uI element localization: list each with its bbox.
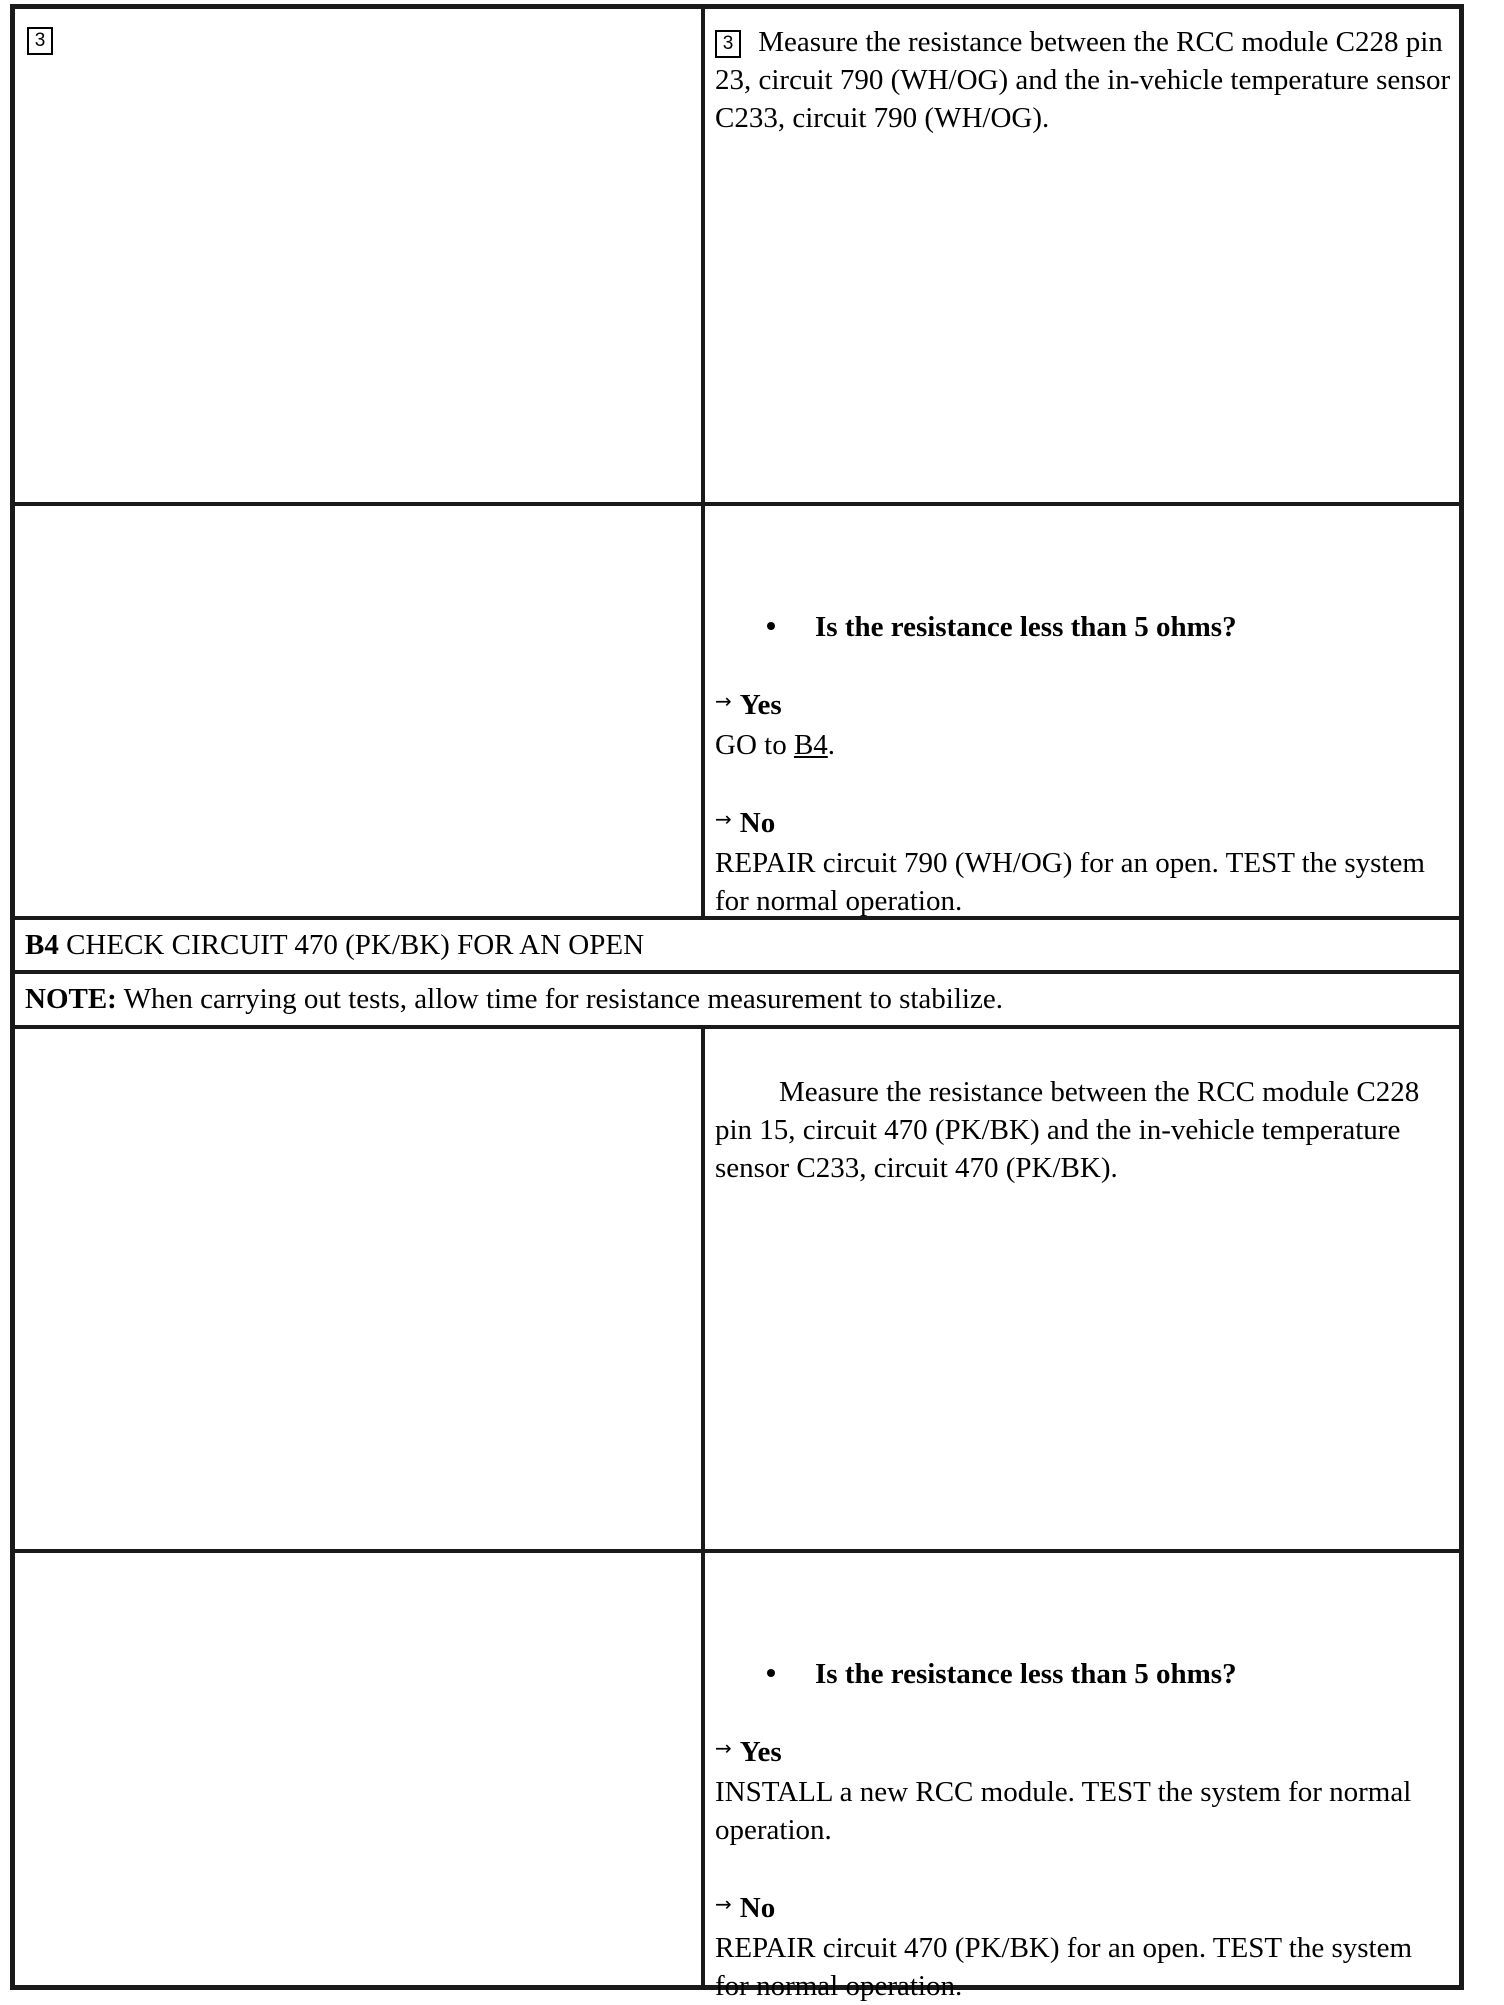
step-3-instruction: Measure the resistance between the RCC module C228 pin 23, circuit 790 (WH/OG) and the in-vehicle temperature sensor C233, circuit 790 (WH/OG). bbox=[715, 26, 1451, 134]
step-3-icon: 3 bbox=[715, 30, 741, 58]
note-row bbox=[15, 974, 1459, 1029]
b4-instruction: Measure the resistance between the RCC module C228 pin 15, circuit 470 (PK/BK) and the in-vehicle temperature sensor C233, circuit 470 (PK/BK). bbox=[715, 1076, 1420, 1184]
yes-label: Yes bbox=[739, 1736, 782, 1768]
yes-label: Yes bbox=[739, 689, 782, 721]
procedure-table bbox=[10, 4, 1464, 2002]
yes-text: INSTALL a new RCC module. TEST the system for normal operation. bbox=[715, 1776, 1412, 1846]
step-3-result-left-cell bbox=[15, 506, 705, 916]
section-step-id: B4 bbox=[25, 929, 59, 961]
bullet-icon bbox=[767, 1669, 775, 1677]
question-item bbox=[715, 608, 1451, 646]
yes-answer bbox=[715, 1733, 1451, 1849]
yes-text-prefix: GO to bbox=[715, 729, 794, 761]
section-title: CHECK CIRCUIT 470 (PK/BK) FOR AN OPEN bbox=[66, 929, 645, 961]
no-answer bbox=[715, 804, 1451, 920]
section-header-row bbox=[15, 920, 1459, 974]
step-3-illustration-cell bbox=[15, 9, 705, 502]
no-text: REPAIR circuit 470 (PK/BK) for an open. TEST the system for normal operation. bbox=[715, 1932, 1413, 2002]
b4-illustration-cell bbox=[15, 1029, 705, 1549]
no-label: No bbox=[739, 1892, 776, 1924]
step-3-result-cell bbox=[705, 506, 1459, 916]
step-3-result-row bbox=[15, 506, 1459, 920]
no-text: REPAIR circuit 790 (WH/OG) for an open. TEST the system for normal operation. bbox=[715, 847, 1425, 917]
question-text: Is the resistance less than 5 ohms? bbox=[815, 1658, 1237, 1690]
no-label: No bbox=[739, 807, 776, 839]
b4-result-row bbox=[15, 1553, 1459, 2002]
arrow-right-icon: → bbox=[715, 689, 732, 713]
b4-result-left-cell bbox=[15, 1553, 705, 1985]
question-item bbox=[715, 1655, 1451, 1693]
go-to-b4-link[interactable]: B4 bbox=[793, 729, 828, 761]
arrow-right-icon: → bbox=[715, 1736, 732, 1760]
step-3-icon: 3 bbox=[27, 27, 53, 55]
bullet-icon bbox=[767, 622, 775, 630]
b4-instruction-cell bbox=[705, 1029, 1459, 1549]
question-text: Is the resistance less than 5 ohms? bbox=[815, 611, 1237, 643]
step-3-row bbox=[15, 9, 1459, 506]
b4-result-cell bbox=[705, 1553, 1459, 2002]
step-3-instruction-cell bbox=[705, 9, 1459, 502]
arrow-right-icon: → bbox=[715, 807, 732, 831]
yes-answer bbox=[715, 686, 1451, 764]
note-label: NOTE: bbox=[25, 983, 117, 1015]
no-answer bbox=[715, 1889, 1451, 2005]
yes-text-suffix: . bbox=[827, 729, 836, 761]
note-text: When carrying out tests, allow time for resistance measurement to stabilize. bbox=[123, 983, 1003, 1015]
yes-text bbox=[715, 726, 1451, 764]
b4-instruction-row bbox=[15, 1029, 1459, 1553]
arrow-right-icon: → bbox=[715, 1892, 732, 1916]
